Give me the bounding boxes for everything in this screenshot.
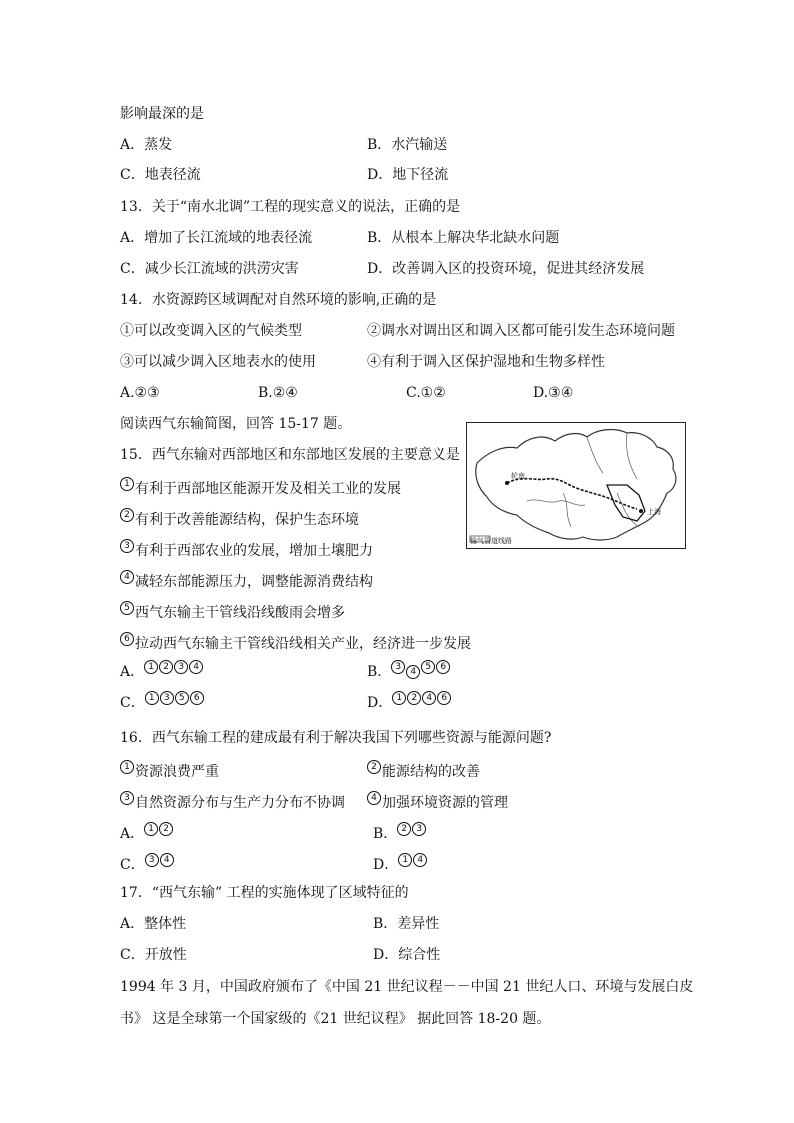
circled-number: 5 <box>120 601 134 615</box>
circled-number: 4 <box>120 570 134 584</box>
circled-number: 2 <box>367 760 381 774</box>
circled-number: 3 <box>174 660 188 674</box>
q14-item-1: ①可以改变调入区的气候类型 <box>120 323 302 339</box>
q17-option-d: D．综合性 <box>373 947 441 963</box>
q16-item-text: 加强环境资源的管理 <box>382 795 508 811</box>
circled-number: 6 <box>190 691 204 705</box>
q15-item-text: 拉动西气东输主干管线沿线相关产业，经济进一步发展 <box>135 636 471 652</box>
option-letter: C． <box>120 857 145 873</box>
q16-option-a <box>120 822 174 843</box>
option-letter: A． <box>120 826 145 842</box>
circled-number: 2 <box>397 822 411 836</box>
q12-option-b: B．水汽输送 <box>367 137 448 153</box>
circled-number: 5 <box>175 691 189 705</box>
q12-option-c: C．地表径流 <box>120 167 201 183</box>
option-circles <box>392 695 452 711</box>
q14-item-2: ②调水对调出区和调入区都可能引发生态环境问题 <box>367 323 675 339</box>
circled-number: 3 <box>145 853 159 867</box>
question-14: 14．水资源跨区域调配对自然环境的影响,正确的是 <box>120 292 437 308</box>
circled-number: 1 <box>144 822 158 836</box>
circled-number: 4 <box>422 691 436 705</box>
q15-item-text: 减轻东部能源压力，调整能源消费结构 <box>135 574 373 590</box>
q16-item-1 <box>120 760 219 781</box>
map-label-shanghai: 上海 <box>647 508 661 516</box>
q16-item-text: 自然资源分布与生产力分布不协调 <box>135 795 345 811</box>
circled-number: 2 <box>159 822 173 836</box>
circled-number: 4 <box>189 660 203 674</box>
q15-item-text: 有利于改善能源结构，保护生态环境 <box>135 512 359 528</box>
option-letter: D． <box>367 695 393 711</box>
question-13: 13．关于“南水北调”工程的现实意义的说法，正确的是 <box>120 199 461 215</box>
circled-number: 1 <box>144 660 158 674</box>
circled-number: 1 <box>145 691 159 705</box>
q13-option-d: D．改善调入区的投资环境，促进其经济发展 <box>367 261 645 277</box>
q17-option-b: B．差异性 <box>373 916 440 932</box>
q14-item-4: ④有利于调入区保护湿地和生物多样性 <box>367 354 605 370</box>
q15-item-text: 西气东输主干管线沿线酸雨会增多 <box>135 605 345 621</box>
circled-number: 3 <box>120 539 134 553</box>
question-12-tail: 影响最深的是 <box>120 106 204 122</box>
q15-item-2 <box>120 508 359 529</box>
option-letter: C． <box>120 695 145 711</box>
circled-number: 5 <box>421 660 435 674</box>
q13-option-c: C．减少长江流域的洪涝灾害 <box>120 261 299 277</box>
option-letter: A． <box>120 664 145 680</box>
map-label-lunnan: 轮南 <box>511 472 525 480</box>
q16-option-d <box>373 853 428 874</box>
q16-item-3 <box>120 791 345 812</box>
circled-number: 3 <box>120 791 134 805</box>
q15-item-1 <box>120 477 401 498</box>
passage-line-1: 1994 年 3 月，中国政府颁布了《中国 21 世纪议程－－中国 21 世纪人口、环境与发展白皮 <box>120 979 694 995</box>
reading-prompt: 阅读西气东输简图，回答 15-17 题。 <box>120 416 352 432</box>
circled-number: 4 <box>413 853 427 867</box>
circled-number: 1 <box>120 477 134 491</box>
circled-number: 4 <box>367 791 381 805</box>
circled-number: 4 <box>406 665 420 679</box>
circled-number: 2 <box>159 660 173 674</box>
circled-number: 2 <box>407 691 421 705</box>
q14-option-d: D.③④ <box>533 385 574 401</box>
q16-item-text: 资源浪费严重 <box>135 764 219 780</box>
circled-number: 6 <box>120 632 134 646</box>
circled-number: 6 <box>436 660 450 674</box>
circled-number: 1 <box>120 760 134 774</box>
option-letter: D． <box>373 857 399 873</box>
q15-item-3 <box>120 539 373 560</box>
option-letter: B． <box>367 664 392 680</box>
q14-item-3: ③可以减少调入区地表水的使用 <box>120 354 316 370</box>
question-17: 17．“西气东输” 工程的实施体现了区域特征的 <box>120 885 409 901</box>
q12-option-a: A．蒸发 <box>120 137 173 153</box>
q17-option-a: A．整体性 <box>120 916 187 932</box>
q15-item-text: 有利于西部农业的发展，增加土壤肥力 <box>135 543 373 559</box>
q16-option-b <box>373 822 427 843</box>
option-circles <box>145 695 205 711</box>
circled-number: 3 <box>160 691 174 705</box>
q15-item-4 <box>120 570 373 591</box>
option-circles <box>144 664 204 680</box>
question-15: 15．西气东输对西部地区和东部地区发展的主要意义是 <box>120 447 460 463</box>
q16-option-c <box>120 853 175 874</box>
q15-option-b <box>367 660 451 681</box>
q16-item-text: 能源结构的改善 <box>382 764 480 780</box>
option-letter: B． <box>373 826 398 842</box>
q14-option-b: B.②④ <box>258 385 298 401</box>
q13-option-b: B．从根本上解决华北缺水问题 <box>367 230 560 246</box>
circled-number: 3 <box>412 822 426 836</box>
q15-option-a <box>120 660 204 681</box>
q14-option-c: C.①② <box>406 385 446 401</box>
q15-option-d <box>367 691 452 712</box>
china-outline-drawing <box>467 423 685 548</box>
q15-option-c <box>120 691 205 712</box>
question-16: 16．西气东输工程的建成最有利于解决我国下列哪些资源与能源问题? <box>120 730 552 746</box>
circled-number: 6 <box>437 691 451 705</box>
q16-item-2 <box>367 760 480 781</box>
circled-number: 4 <box>160 853 174 867</box>
q15-item-text: 有利于西部地区能源开发及相关工业的发展 <box>135 481 401 497</box>
option-circles <box>391 664 451 680</box>
q15-item-6 <box>120 632 471 653</box>
q12-option-d: D．地下径流 <box>367 167 449 183</box>
q14-option-a: A.②③ <box>120 385 160 401</box>
map-legend: 输气管道线路 <box>470 537 512 545</box>
q17-option-c: C．开放性 <box>120 947 187 963</box>
circled-number: 2 <box>120 508 134 522</box>
passage-line-2: 书》 这是全球第一个国家级的《21 世纪议程》 据此回答 18-20 题。 <box>120 1011 551 1027</box>
q16-item-4 <box>367 791 508 812</box>
q13-option-a: A．增加了长江流域的地表径流 <box>120 230 313 246</box>
circled-number: 1 <box>392 691 406 705</box>
q15-item-5 <box>120 601 345 622</box>
circled-number: 1 <box>398 853 412 867</box>
west-east-gas-map <box>466 422 686 549</box>
circled-number: 3 <box>391 660 405 674</box>
